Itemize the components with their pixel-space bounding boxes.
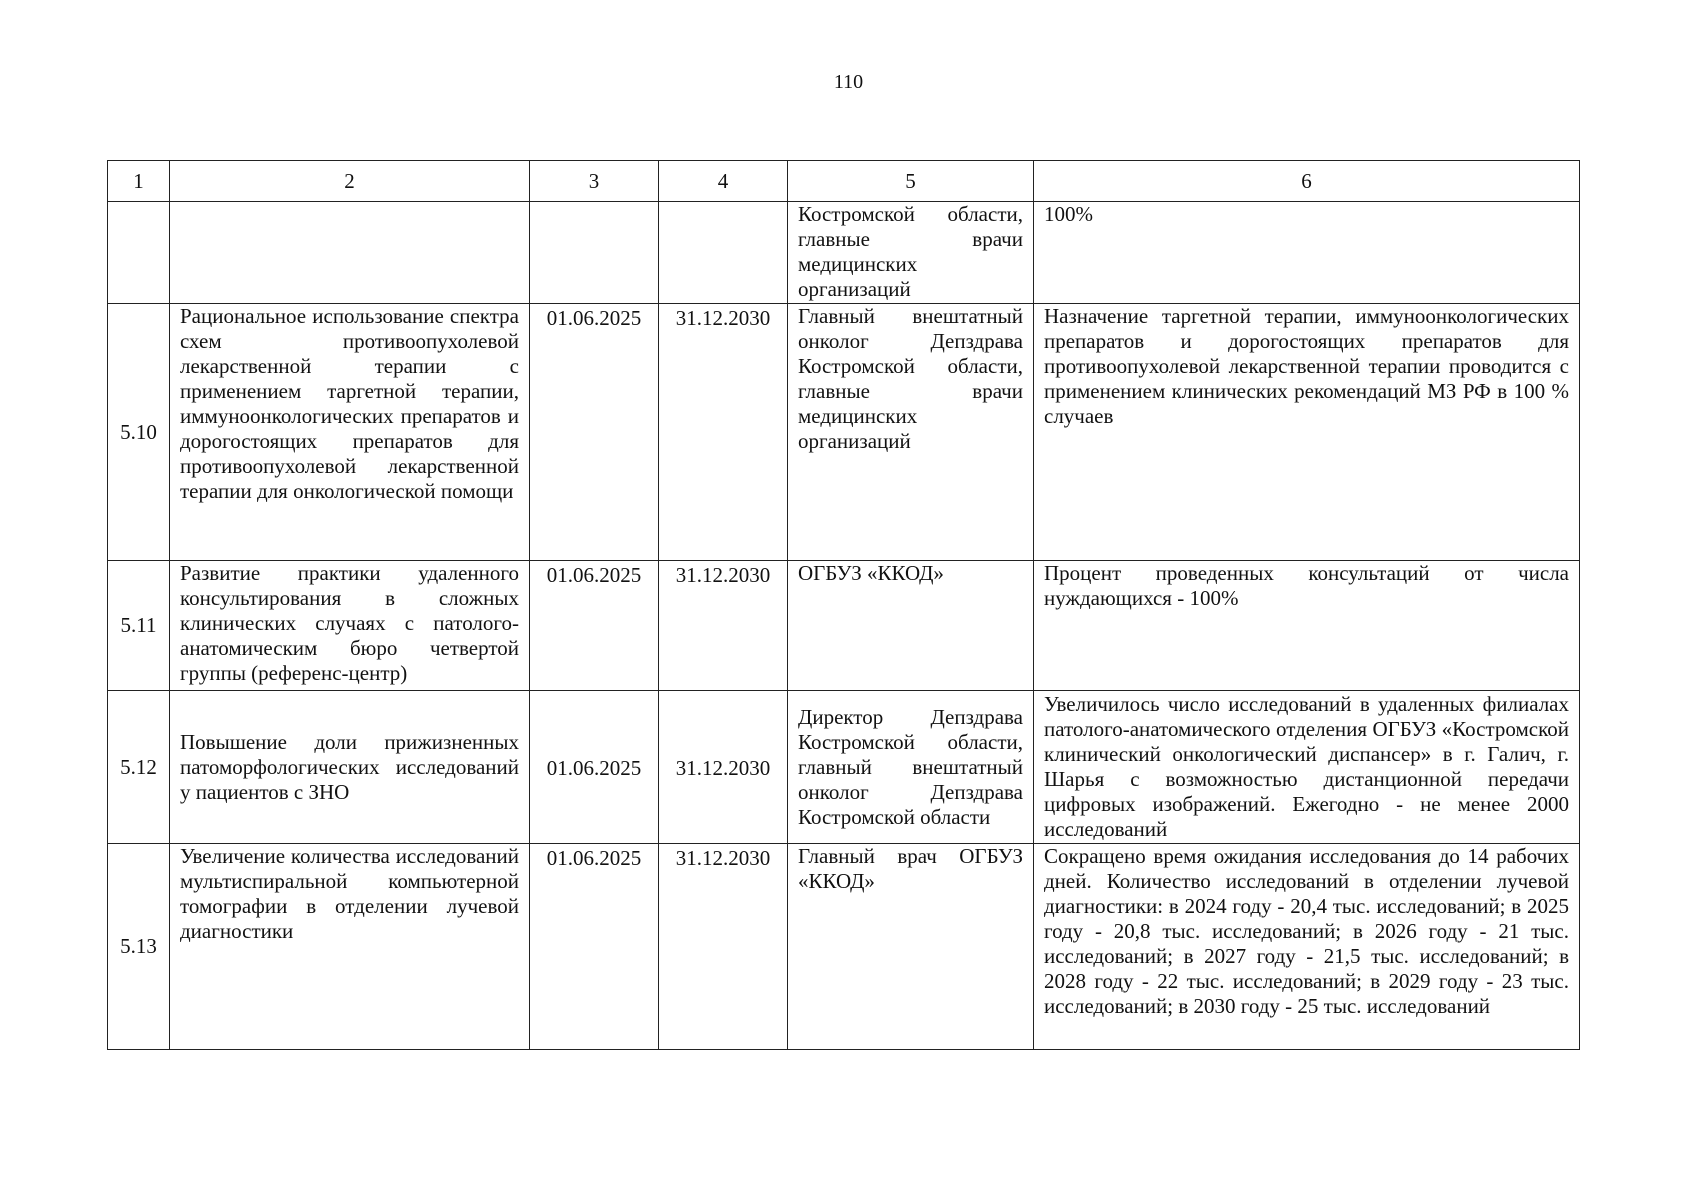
row-number [108,202,170,304]
row-number: 5.13 [108,844,170,1050]
table-header-row [108,161,1580,202]
start-date-cell: 01.06.2025 [530,561,659,691]
end-date-cell [659,202,788,304]
column-header: 1 [108,161,170,202]
result-cell: 100% [1034,202,1580,304]
start-date-cell: 01.06.2025 [530,844,659,1050]
action-cell [170,202,530,304]
row-number: 5.11 [108,561,170,691]
page-number: 110 [833,71,864,93]
responsible-cell: Главный внештатный онколог Депздрава Костромской области, главные врачи медицинских организаций [788,304,1034,561]
responsible-cell: ОГБУЗ «ККОД» [788,561,1034,691]
column-header: 5 [788,161,1034,202]
start-date-cell: 01.06.2025 [530,304,659,561]
table-row [108,844,1580,1050]
result-cell: Сокращено время ожидания исследования до 14 рабочих дней. Количество исследований в отделении лучевой диагностики: в 2024 году - 20,4 тыс. исследований; в 2025 году - 20,8 тыс. исследований; в 2026 году - 21 тыс. исследований; в 2027 году - 21,5 тыс. исследований; в 2028 году - 22 тыс. исследований; в 2029 году - 23 тыс. исследований; в 2030 году - 25 тыс. исследований [1034,844,1580,1050]
table-row [108,561,1580,691]
action-cell: Повышение доли прижизненных патоморфологических исследований у пациентов с ЗНО [170,691,530,844]
action-plan-table [107,160,1580,1050]
row-number: 5.10 [108,304,170,561]
action-cell: Рациональное использование спектра схем противоопухолевой лекарственной терапии с применением таргетной терапии, иммуноонкологических препаратов и дорогостоящих препаратов для противоопухолевой лекарственной терапии для онкологической помощи [170,304,530,561]
column-header: 6 [1034,161,1580,202]
table-row [108,691,1580,844]
result-cell: Процент проведенных консультаций от числа нуждающихся - 100% [1034,561,1580,691]
start-date-cell: 01.06.2025 [530,691,659,844]
result-cell: Назначение таргетной терапии, иммуноонкологических препаратов и дорогостоящих препаратов для противоопухолевой лекарственной терапии проводится с применением клинических рекомендаций МЗ РФ в 100 % случаев [1034,304,1580,561]
column-header: 4 [659,161,788,202]
end-date-cell: 31.12.2030 [659,304,788,561]
responsible-cell: Директор Депздрава Костромской области, главный внештатный онколог Депздрава Костромской области [788,691,1034,844]
start-date-cell [530,202,659,304]
responsible-cell: Главный врач ОГБУЗ «ККОД» [788,844,1034,1050]
end-date-cell: 31.12.2030 [659,561,788,691]
column-header: 2 [170,161,530,202]
table-row [108,304,1580,561]
end-date-cell: 31.12.2030 [659,844,788,1050]
column-header: 3 [530,161,659,202]
row-number: 5.12 [108,691,170,844]
action-cell: Развитие практики удаленного консультирования в сложных клинических случаях с патолого-анатомическим бюро четвертой группы (референс-центр) [170,561,530,691]
result-cell: Увеличилось число исследований в удаленных филиалах патолого-анатомического отделения ОГБУЗ «Костромской клинический онкологический диспансер» в г. Галич, г. Шарья с возможностью дистанционной передачи цифровых изображений. Ежегодно - не менее 2000 исследований [1034,691,1580,844]
responsible-cell: Костромской области, главные врачи медицинских организаций [788,202,1034,304]
table-row [108,202,1580,304]
end-date-cell: 31.12.2030 [659,691,788,844]
action-cell: Увеличение количества исследований мультиспиральной компьютерной томографии в отделении лучевой диагностики [170,844,530,1050]
